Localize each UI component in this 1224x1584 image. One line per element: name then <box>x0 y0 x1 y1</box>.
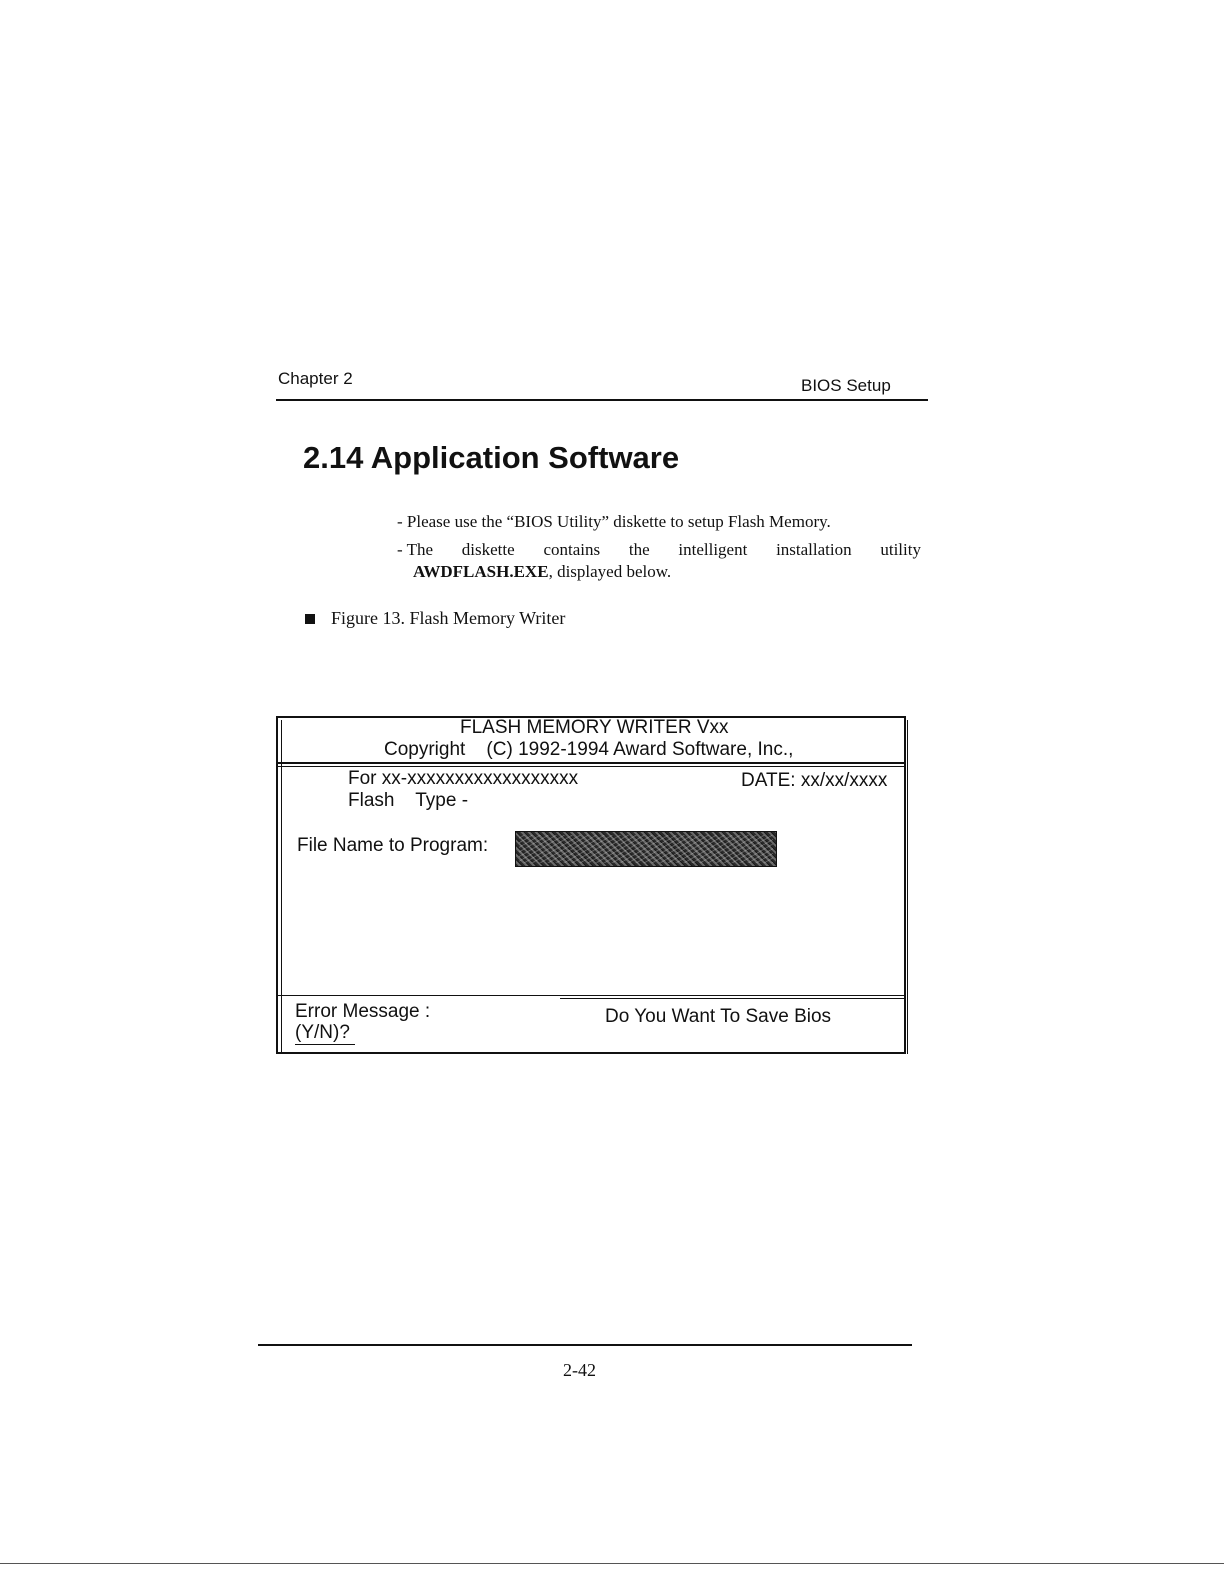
screen-flash-type: Flash Type - <box>348 790 469 811</box>
screen-date: DATE: xx/xx/xxxx <box>741 770 888 791</box>
section-title: 2.14 Application Software <box>303 440 680 475</box>
section-label: BIOS Setup <box>801 376 891 395</box>
figure-caption: Figure 13. Flash Memory Writer <box>331 608 566 628</box>
screen-footer-divider-inner <box>560 998 906 999</box>
instruction-line-3 <box>413 562 671 582</box>
screen-copyright: Copyright (C) 1992-1994 Award Software, Inc., <box>384 739 794 760</box>
screen-footer-divider <box>278 995 906 996</box>
screen-title: FLASH MEMORY WRITER Vxx <box>460 717 729 738</box>
chapter-label: Chapter 2 <box>278 369 353 388</box>
error-message-label: Error Message : <box>295 1001 431 1022</box>
screen-header-divider-inner <box>278 766 906 767</box>
page-number: 2-42 <box>563 1360 596 1380</box>
yes-no-prompt: (Y/N)? <box>295 1022 350 1043</box>
utility-filename: AWDFLASH.EXE <box>413 562 549 581</box>
file-name-label: File Name to Program: <box>297 835 489 856</box>
instruction-line-2 <box>397 540 921 560</box>
word: contains <box>543 540 601 559</box>
instruction-line-1: - Please use the “BIOS Utility” diskette to setup Flash Memory. <box>397 512 831 531</box>
word: the <box>628 540 650 559</box>
instruction-line-3-rest: , displayed below. <box>548 562 672 581</box>
footer-rule <box>258 1344 912 1346</box>
word: intelligent <box>678 540 748 559</box>
header-rule <box>276 399 928 401</box>
save-bios-prompt: Do You Want To Save Bios <box>605 1006 832 1027</box>
screen-header-divider <box>278 762 906 764</box>
yes-no-underline <box>295 1044 355 1045</box>
word: installation <box>776 540 852 559</box>
word: - The <box>397 540 434 559</box>
scan-edge-line <box>0 1563 1224 1564</box>
file-name-input[interactable] <box>515 831 777 867</box>
screen-for-line: For xx-xxxxxxxxxxxxxxxxxx <box>348 768 579 789</box>
bullet-square-icon <box>305 614 315 624</box>
word: diskette <box>461 540 515 559</box>
word: utility <box>880 540 921 559</box>
